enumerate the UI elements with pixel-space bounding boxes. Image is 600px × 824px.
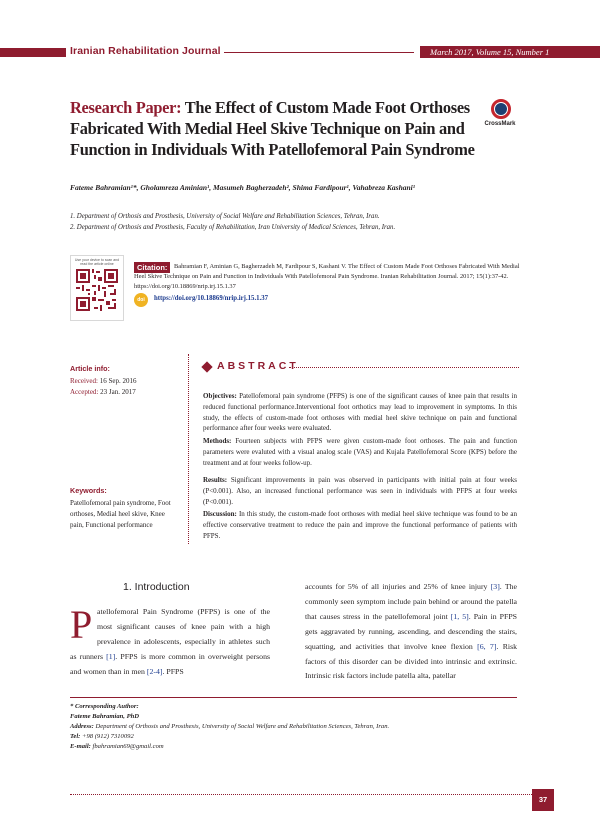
results-label: Results: bbox=[203, 476, 228, 484]
citation-text: Bahramian F, Aminian G, Bagherzadeh M, Fardipour S, Kashani V. The Effect of Custom Made Foot Orthoses Fabricated With Medial Heel Skive Technique on Pain and Function in Individuals With Patellofemoral Pain Syndrome. Iranian Rehabilitation Journal. 2017; 15(1):37-42. https://doi.org/10.18869/nrip.irj.15.1.37 bbox=[134, 263, 520, 290]
intro-text: . Pain in PFPS gets aggravated by running, ascending, and descending the stairs, squatting, and activities that involve knee flexion bbox=[305, 611, 518, 651]
corresponding-label: * Corresponding Author: bbox=[70, 703, 139, 710]
paper-title bbox=[70, 97, 480, 160]
abstract-rule bbox=[289, 367, 519, 368]
abstract-results bbox=[203, 475, 517, 507]
header-rule bbox=[224, 52, 414, 53]
received-label: Received: bbox=[70, 377, 98, 385]
paper-title-text: The Effect of Custom Made Foot Orthoses Fabricated With Medial Heel Skive Technique on Pain and Function in Individuals With Patellofemoral Pain Syndrome bbox=[70, 98, 475, 159]
methods-label: Methods: bbox=[203, 437, 232, 445]
objectives-text: Patellofemoral pain syndrome (PFPS) is one of the significant causes of knee pain that results in reduced functional performance.Interventional foot orthotics may lead to improvement in symptoms. In this study, the effects of custom-made foot orthoses with medial heel skive technique on pain and functional performance after four weeks were evaluated. bbox=[203, 392, 517, 433]
intro-text: . PFPS bbox=[162, 666, 184, 676]
address-value: Department of Orthosis and Prosthesis, University of Social Welfare and Rehabilitation Sciences, Tehran, Iran. bbox=[93, 723, 390, 730]
email-value[interactable]: fbahramian69@gmail.com bbox=[90, 743, 164, 750]
intro-text: accounts for 5% of all injuries and 25% of knee injury bbox=[305, 582, 491, 591]
authors-list: Fateme Bahramian¹*, Gholamreza Aminian¹, Masumeh Bagherzadeh², Shima Fardipour¹, Vahabreza Kashani¹ bbox=[70, 183, 416, 192]
journal-word: ehabilitation bbox=[115, 45, 183, 57]
abstract-objectives bbox=[203, 391, 517, 434]
qr-code-icon bbox=[76, 269, 118, 311]
article-info-heading: Article info: bbox=[70, 364, 110, 373]
abstract-title: ABSTRACT bbox=[217, 360, 299, 372]
intro-text: atellofemoral Pain Syndrome (PFPS) is one of the most significant causes of knee pain with a high prevalence in adolescents, especially in athletes such as runners bbox=[70, 607, 270, 661]
corresponding-address bbox=[70, 722, 389, 732]
crossmark-label: CrossMark bbox=[484, 121, 516, 127]
reference-link[interactable]: [3] bbox=[490, 582, 500, 591]
intro-text: . PFPS is more common in overweight persons and women than in men bbox=[70, 651, 271, 676]
abstract-heading bbox=[203, 361, 517, 375]
dropcap-spacer bbox=[70, 602, 97, 649]
corresponding-email bbox=[70, 742, 164, 752]
affiliation-1: 1. Department of Orthosis and Prosthesis, University of Social Welfare and Rehabilitation Sciences, Tehran, Iran. bbox=[70, 213, 380, 220]
methods-text: Fourteen subjects with PFPS were given custom-made foot orthoses. The pain and function parameters were evaluted with a visual analog scale (VAS) and Kujala Patellofemoral Score (KPS) before the treatment and at four weeks follow-up. bbox=[203, 437, 517, 467]
qr-code-panel[interactable] bbox=[70, 255, 124, 321]
objectives-label: Objectives: bbox=[203, 392, 237, 400]
paper-type: Research Paper: bbox=[70, 98, 182, 117]
page-number: 37 bbox=[532, 789, 554, 811]
journal-word: ournal bbox=[187, 45, 221, 57]
corresponding-tel bbox=[70, 732, 134, 742]
keywords-heading: Keywords: bbox=[70, 486, 107, 495]
intro-column-2 bbox=[305, 580, 517, 684]
column-divider bbox=[188, 354, 189, 544]
crossmark-inner bbox=[495, 103, 507, 115]
footer-rule bbox=[70, 794, 540, 795]
crossmark-badge[interactable] bbox=[483, 99, 517, 135]
keywords-text: Patellofemoral pain syndrome, Foot orthoses, Medial heel skive, Knee pain, Functional performance bbox=[70, 499, 171, 529]
introduction-heading: 1. Introduction bbox=[123, 581, 190, 593]
reference-link[interactable]: [2-4] bbox=[146, 666, 163, 676]
doi-link[interactable]: https://doi.org/10.18869/nrip.irj.15.1.37 bbox=[154, 295, 269, 302]
tel-label: Tel: bbox=[70, 733, 81, 740]
received-value: 16 Sep. 2016 bbox=[98, 377, 137, 385]
abstract-methods bbox=[203, 436, 517, 468]
journal-name bbox=[70, 45, 221, 57]
accepted-label: Accepted: bbox=[70, 388, 99, 396]
qr-caption: Use your device to scan and read the article online bbox=[74, 258, 120, 266]
journal-initial: I bbox=[70, 45, 74, 57]
issue-label: March 2017, Volume 15, Number 1 bbox=[420, 46, 600, 58]
intro-text: . The commonly seen symptom include pain behind or around the patella that causes stress in the patellofemoral joint bbox=[305, 582, 517, 621]
journal-word: ranian bbox=[73, 45, 109, 57]
footnote-separator bbox=[70, 697, 517, 698]
reference-link[interactable]: [1] bbox=[106, 651, 116, 661]
corresponding-heading bbox=[70, 702, 139, 712]
results-text: Significant improvements in pain was observed in participants with initial pain at four weeks (P<0.001). Also, an increased functional performance was seen in individuals with PFPS at four weeks (P<0.001). bbox=[203, 476, 517, 506]
drop-cap: P bbox=[70, 602, 93, 647]
discussion-label: Discussion: bbox=[203, 510, 237, 518]
email-label: E-mail: bbox=[70, 743, 91, 750]
citation-block bbox=[134, 262, 539, 310]
tel-value: +98 (912) 7310092 bbox=[80, 733, 134, 740]
citation-label: Citation: bbox=[134, 262, 170, 273]
received-date bbox=[70, 376, 137, 387]
diamond-icon bbox=[201, 361, 212, 372]
address-label: Address: bbox=[70, 723, 94, 730]
intro-column-1 bbox=[70, 602, 271, 680]
journal-header bbox=[0, 44, 600, 60]
discussion-text: In this study, the custom-made foot orthoses with medial heel skive technique was found to be an effective conservative treatment to reduce the pain and improve the functional performance of patients with PFPS. bbox=[203, 510, 517, 540]
journal-initial: R bbox=[108, 45, 116, 57]
journal-initial: J bbox=[182, 45, 188, 57]
doi-icon: doi bbox=[134, 293, 148, 307]
author-name: Fateme Bahramian, PhD bbox=[70, 713, 140, 720]
accepted-value: 23 Jan. 2017 bbox=[98, 388, 136, 396]
header-accent-bar bbox=[0, 48, 66, 57]
reference-link[interactable]: [6, 7] bbox=[477, 641, 497, 651]
reference-link[interactable]: [1, 5] bbox=[450, 611, 469, 621]
corresponding-name bbox=[70, 712, 139, 722]
abstract-discussion bbox=[203, 509, 517, 541]
affiliation-2: 2. Department of Orthosis and Prosthesis, Faculty of Rehabilitation, Iran University of Medical Sciences, Tehran, Iran. bbox=[70, 224, 396, 231]
intro-text: . Risk factors of this disorder can be divided into intrinsic and extrinsic. Intrinsic risk factors include patella alta, patellar bbox=[305, 641, 518, 681]
accepted-date bbox=[70, 387, 136, 398]
